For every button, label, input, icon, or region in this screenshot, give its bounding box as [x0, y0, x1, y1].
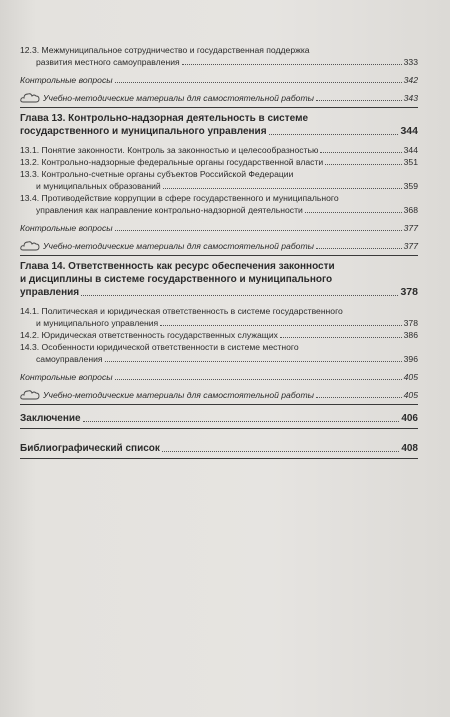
section-number: 14.1.: [20, 306, 40, 316]
toc-questions-14[interactable]: [20, 371, 418, 383]
page-number: 343: [403, 93, 418, 103]
entry-title-line1: Межмуниципальное сотрудничество и государственная поддержка: [41, 45, 310, 55]
materials-label: Учебно-методические материалы для самостоятельной работы: [43, 390, 314, 400]
entry-title: Юридическая ответственность государственных служащих: [41, 330, 278, 340]
toc-entry-13-4[interactable]: [20, 192, 418, 216]
toc-bibliography[interactable]: [20, 443, 418, 455]
section-divider: [20, 255, 418, 256]
questions-label: Контрольные вопросы: [20, 223, 113, 233]
page-number: 406: [401, 413, 418, 424]
leader-dots: [115, 82, 402, 83]
leader-dots: [316, 248, 402, 249]
leader-dots: [163, 188, 402, 189]
toc-entry-12-3[interactable]: [20, 44, 418, 68]
toc-materials-14[interactable]: [20, 389, 418, 401]
leader-dots: [316, 100, 402, 101]
entry-title-line2: развития местного самоуправления: [36, 57, 180, 67]
section-divider: [20, 107, 418, 108]
leader-dots: [81, 295, 398, 296]
page-number: 342: [403, 75, 418, 85]
toc-materials-13[interactable]: [20, 240, 418, 252]
entry-title-line2: и муниципальных образований: [36, 181, 161, 191]
section-divider: [20, 458, 418, 459]
leader-dots: [269, 134, 399, 135]
leader-dots: [115, 230, 402, 231]
toc-conclusion[interactable]: [20, 413, 418, 425]
entry-title: Контрольно-надзорные федеральные органы государственной власти: [41, 157, 324, 167]
entry-title-line2: и муниципального управления: [36, 318, 159, 328]
page-number: 344: [403, 145, 418, 155]
toc-entry-13-3[interactable]: [20, 168, 418, 192]
toc-chapter-14[interactable]: [20, 260, 418, 299]
toc-entry-13-1[interactable]: [20, 144, 418, 156]
section-number: 13.3.: [20, 169, 40, 179]
chapter-title-line1: Глава 13. Контрольно-надзорная деятельность в системе: [20, 113, 309, 124]
chapter-title-line3: управления: [20, 287, 80, 298]
cloud-icon: [20, 92, 40, 103]
entry-title-line1: Противодействие коррупции в сфере государственного и муниципального: [41, 193, 339, 203]
chapter-title-line2: и дисциплины в системе государственного и муниципального: [20, 274, 333, 285]
questions-label: Контрольные вопросы: [20, 75, 113, 85]
section-number: 13.4.: [20, 193, 40, 203]
questions-label: Контрольные вопросы: [20, 372, 113, 382]
page-number: 378: [400, 286, 418, 298]
page-number: 386: [403, 330, 418, 340]
cloud-icon: [20, 389, 40, 400]
section-number: 13.2.: [20, 157, 40, 167]
page-number: 333: [403, 57, 418, 67]
toc-entry-13-2[interactable]: [20, 156, 418, 168]
leader-dots: [305, 212, 402, 213]
page-number: 405: [403, 390, 418, 400]
page-number: 359: [403, 181, 418, 191]
entry-title: Понятие законности. Контроль за законностью и целесообразностью: [41, 145, 319, 155]
leader-dots: [182, 64, 402, 65]
leader-dots: [320, 152, 401, 153]
leader-dots: [162, 451, 399, 452]
page-number: 344: [400, 125, 418, 137]
chapter-title-line1: Глава 14. Ответственность как ресурс обеспечения законности: [20, 261, 335, 272]
toc-entry-14-1[interactable]: [20, 305, 418, 329]
leader-dots: [280, 337, 402, 338]
leader-dots: [160, 325, 401, 326]
leader-dots: [105, 361, 402, 362]
leader-dots: [316, 397, 402, 398]
section-number: 14.2.: [20, 330, 40, 340]
conclusion-label: Заключение: [20, 413, 81, 424]
materials-label: Учебно-методические материалы для самостоятельной работы: [43, 241, 314, 251]
toc-entry-14-3[interactable]: [20, 341, 418, 365]
entry-title-line2: самоуправления: [36, 354, 103, 364]
page-number: 368: [403, 205, 418, 215]
entry-title-line1: Контрольно-счетные органы субъектов Российской Федерации: [41, 169, 294, 179]
materials-label: Учебно-методические материалы для самостоятельной работы: [43, 93, 314, 103]
entry-title-line1: Особенности юридической ответственности в системе местного: [41, 342, 299, 352]
entry-title-line1: Политическая и юридическая ответственность в системе государственного: [41, 306, 343, 316]
section-divider: [20, 428, 418, 429]
page-number: 408: [401, 443, 418, 454]
leader-dots: [325, 164, 401, 165]
table-of-contents: [20, 44, 418, 461]
section-number: 13.1.: [20, 145, 40, 155]
toc-chapter-13[interactable]: [20, 112, 418, 138]
page-number: 351: [403, 157, 418, 167]
cloud-icon: [20, 240, 40, 251]
section-number: 12.3.: [20, 45, 40, 55]
chapter-title-line2: государственного и муниципального управления: [20, 126, 267, 137]
page-number: 396: [403, 354, 418, 364]
leader-dots: [115, 379, 402, 380]
section-number: 14.3.: [20, 342, 40, 352]
bibliography-label: Библиографический список: [20, 443, 160, 454]
page-number: 377: [403, 223, 418, 233]
entry-title-line2: управления как направление контрольно-надзорной деятельности: [36, 205, 303, 215]
toc-materials-12[interactable]: [20, 92, 418, 104]
section-divider: [20, 404, 418, 405]
page-number: 405: [403, 372, 418, 382]
page-number: 377: [403, 241, 418, 251]
toc-questions-12[interactable]: [20, 74, 418, 86]
leader-dots: [83, 421, 400, 422]
page-number: 378: [403, 318, 418, 328]
toc-entry-14-2[interactable]: [20, 329, 418, 341]
toc-questions-13[interactable]: [20, 222, 418, 234]
